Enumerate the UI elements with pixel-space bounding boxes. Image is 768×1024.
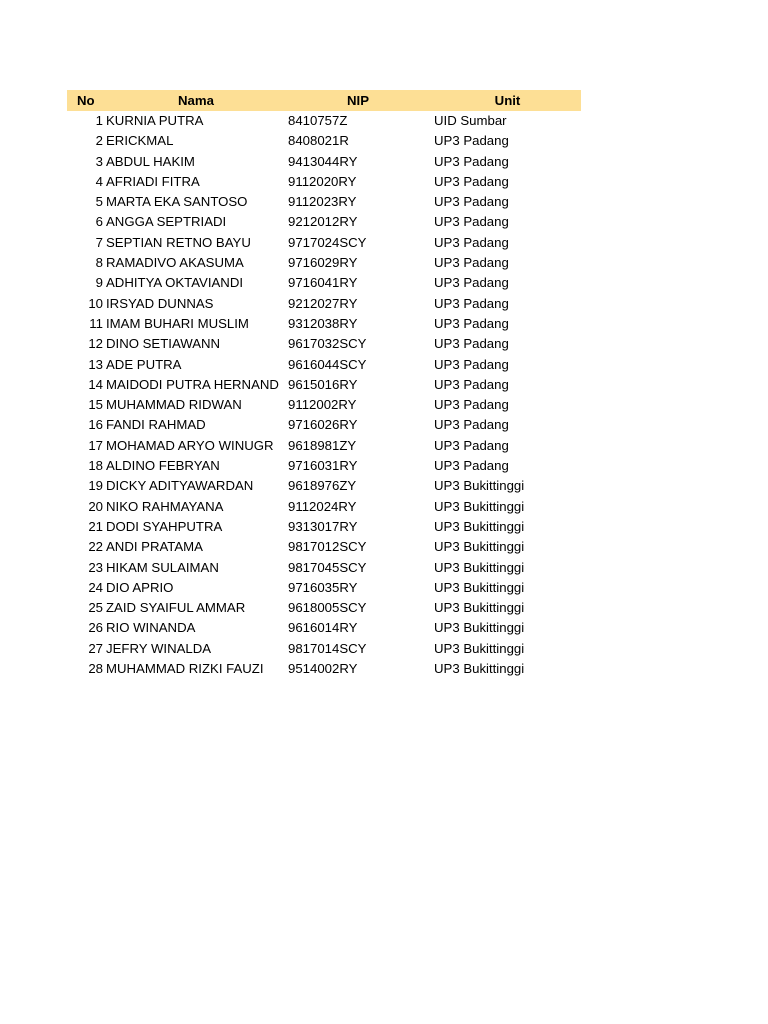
row-no: 16 (88, 417, 103, 433)
row-nip: 9716029RY (288, 255, 358, 271)
row-nip: 9716041RY (288, 275, 358, 291)
table-row (67, 415, 581, 435)
row-nama: ANDI PRATAMA (106, 539, 203, 555)
table-row (67, 517, 581, 537)
table-header (67, 90, 581, 111)
row-no: 15 (88, 397, 103, 413)
table-row (67, 497, 581, 517)
row-nama: AFRIADI FITRA (106, 173, 200, 189)
table-row (67, 436, 581, 456)
row-unit: UP3 Padang (434, 458, 509, 474)
table-row (67, 598, 581, 618)
row-nip: 9112024RY (288, 498, 357, 514)
row-nama: MAIDODI PUTRA HERNAND (106, 376, 279, 392)
row-no: 19 (88, 478, 103, 494)
row-no: 18 (88, 458, 103, 474)
table-row (67, 273, 581, 293)
row-nip: 9413044RY (288, 153, 358, 169)
table-row (67, 253, 581, 273)
row-nama: NIKO RAHMAYANA (106, 498, 224, 514)
header-no: No (77, 93, 95, 108)
row-unit: UP3 Bukittinggi (434, 600, 525, 616)
row-nama: KURNIA PUTRA (106, 113, 204, 128)
row-no: 10 (88, 295, 103, 311)
row-no: 22 (88, 539, 103, 555)
row-nip: 9817012SCY (288, 539, 367, 555)
row-unit: UID Sumbar (434, 113, 507, 128)
table-row (67, 192, 581, 212)
table-row (67, 456, 581, 476)
row-no: 4 (95, 173, 103, 189)
row-nama: DODI SYAHPUTRA (106, 518, 223, 534)
row-no: 3 (95, 153, 103, 169)
row-nama: HIKAM SULAIMAN (106, 559, 219, 575)
row-nip: 9817045SCY (288, 559, 367, 575)
row-unit: UP3 Padang (434, 275, 509, 291)
row-no: 20 (88, 498, 103, 514)
row-nip: 9615016RY (288, 376, 358, 392)
table-row (67, 233, 581, 253)
row-unit: UP3 Bukittinggi (434, 661, 525, 677)
row-nama: ABDUL HAKIM (106, 153, 195, 169)
row-nama: SEPTIAN RETNO BAYU (106, 234, 251, 250)
table-row (67, 314, 581, 334)
table-row (67, 558, 581, 578)
row-nip: 9112002RY (288, 397, 357, 413)
row-nama: ALDINO FEBRYAN (106, 458, 220, 474)
row-nama: ADHITYA OKTAVIANDI (106, 275, 244, 291)
row-nip: 9616014RY (288, 620, 358, 636)
row-nama: ZAID SYAIFUL AMMAR (106, 600, 246, 616)
row-unit: UP3 Padang (434, 194, 509, 210)
row-unit: UP3 Padang (434, 173, 509, 189)
row-unit: UP3 Padang (434, 153, 509, 169)
row-unit: UP3 Padang (434, 437, 509, 453)
row-no: 24 (88, 579, 103, 595)
row-no: 23 (88, 559, 103, 575)
row-unit: UP3 Bukittinggi (434, 478, 525, 494)
row-nip: 8410757Z (288, 113, 348, 128)
row-nip: 9212012RY (288, 214, 358, 230)
row-no: 12 (88, 336, 103, 352)
row-unit: UP3 Padang (434, 295, 509, 311)
row-unit: UP3 Bukittinggi (434, 498, 525, 514)
row-no: 8 (95, 255, 103, 271)
row-no: 21 (88, 518, 103, 534)
row-no: 11 (89, 315, 103, 331)
header-unit: Unit (494, 93, 521, 108)
row-nama: ERICKMAL (106, 133, 174, 149)
row-nama: RIO WINANDA (106, 620, 196, 636)
row-nip: 9716026RY (288, 417, 358, 433)
row-nama: ADE PUTRA (106, 356, 182, 372)
row-nama: MUHAMMAD RIZKI FAUZI (106, 661, 264, 677)
table-row (67, 111, 581, 131)
row-unit: UP3 Padang (434, 336, 509, 352)
row-no: 9 (95, 275, 103, 291)
table-body (67, 111, 581, 679)
row-nip: 9312038RY (288, 315, 358, 331)
row-unit: UP3 Bukittinggi (434, 640, 525, 656)
row-nama: DINO SETIAWANN (106, 336, 221, 352)
row-nip: 9112020RY (288, 173, 357, 189)
table-row (67, 639, 581, 659)
row-unit: UP3 Padang (434, 356, 509, 372)
row-nip: 9716031RY (288, 458, 358, 474)
table-row (67, 659, 581, 679)
row-unit: UP3 Padang (434, 417, 509, 433)
table-row (67, 375, 581, 395)
row-nama: MUHAMMAD RIDWAN (106, 397, 242, 413)
row-nip: 9313017RY (288, 518, 358, 534)
row-no: 28 (88, 661, 103, 677)
row-no: 6 (95, 214, 103, 230)
table-row (67, 152, 581, 172)
row-nama: RAMADIVO AKASUMA (106, 255, 244, 271)
row-nip: 8408021R (288, 133, 349, 149)
row-no: 7 (95, 234, 103, 250)
row-unit: UP3 Padang (434, 133, 509, 149)
row-no: 14 (88, 376, 103, 392)
row-nip: 9617032SCY (288, 336, 367, 352)
row-no: 17 (88, 437, 103, 453)
row-no: 25 (88, 600, 103, 616)
employee-table (67, 90, 581, 679)
row-nip: 9618005SCY (288, 600, 367, 616)
row-unit: UP3 Padang (434, 376, 509, 392)
row-nip: 9616044SCY (288, 356, 367, 372)
row-no: 27 (88, 640, 103, 656)
row-unit: UP3 Padang (434, 214, 509, 230)
table-row (67, 172, 581, 192)
row-nama: IMAM BUHARI MUSLIM (106, 315, 249, 331)
row-unit: UP3 Padang (434, 234, 509, 250)
row-nip: 9618981ZY (288, 437, 357, 453)
row-unit: UP3 Bukittinggi (434, 539, 525, 555)
header-nama: Nama (178, 93, 214, 108)
row-nama: JEFRY WINALDA (106, 640, 212, 656)
row-no: 2 (95, 133, 103, 149)
table-row (67, 355, 581, 375)
row-unit: UP3 Bukittinggi (434, 518, 525, 534)
table-row (67, 537, 581, 557)
table-row (67, 618, 581, 638)
table-row (67, 578, 581, 598)
row-unit: UP3 Padang (434, 397, 509, 413)
row-unit: UP3 Bukittinggi (434, 559, 525, 575)
table-row (67, 294, 581, 314)
row-no: 26 (88, 620, 103, 636)
header-nip: NIP (347, 93, 369, 108)
table-row (67, 476, 581, 496)
row-unit: UP3 Bukittinggi (434, 620, 525, 636)
row-nip: 9212027RY (288, 295, 358, 311)
row-unit: UP3 Padang (434, 255, 509, 271)
row-nama: DIO APRIO (106, 579, 174, 595)
table-row (67, 395, 581, 415)
table-row (67, 334, 581, 354)
row-nip: 9112023RY (288, 194, 357, 210)
row-nip: 9514002RY (288, 661, 358, 677)
row-nama: IRSYAD DUNNAS (106, 295, 214, 311)
row-nama: DICKY ADITYAWARDAN (106, 478, 254, 494)
row-no: 1 (95, 113, 103, 128)
row-nip: 9717024SCY (288, 234, 367, 250)
row-nama: FANDI RAHMAD (106, 417, 206, 433)
row-unit: UP3 Bukittinggi (434, 579, 525, 595)
row-nama: MARTA EKA SANTOSO (106, 194, 248, 210)
row-unit: UP3 Padang (434, 315, 509, 331)
row-nip: 9618976ZY (288, 478, 357, 494)
table-row (67, 131, 581, 151)
row-no: 5 (95, 194, 103, 210)
row-no: 13 (88, 356, 103, 372)
row-nip: 9817014SCY (288, 640, 367, 656)
row-nip: 9716035RY (288, 579, 358, 595)
row-nama: ANGGA SEPTRIADI (106, 214, 227, 230)
row-nama: MOHAMAD ARYO WINUGR (106, 437, 274, 453)
table-row (67, 212, 581, 232)
